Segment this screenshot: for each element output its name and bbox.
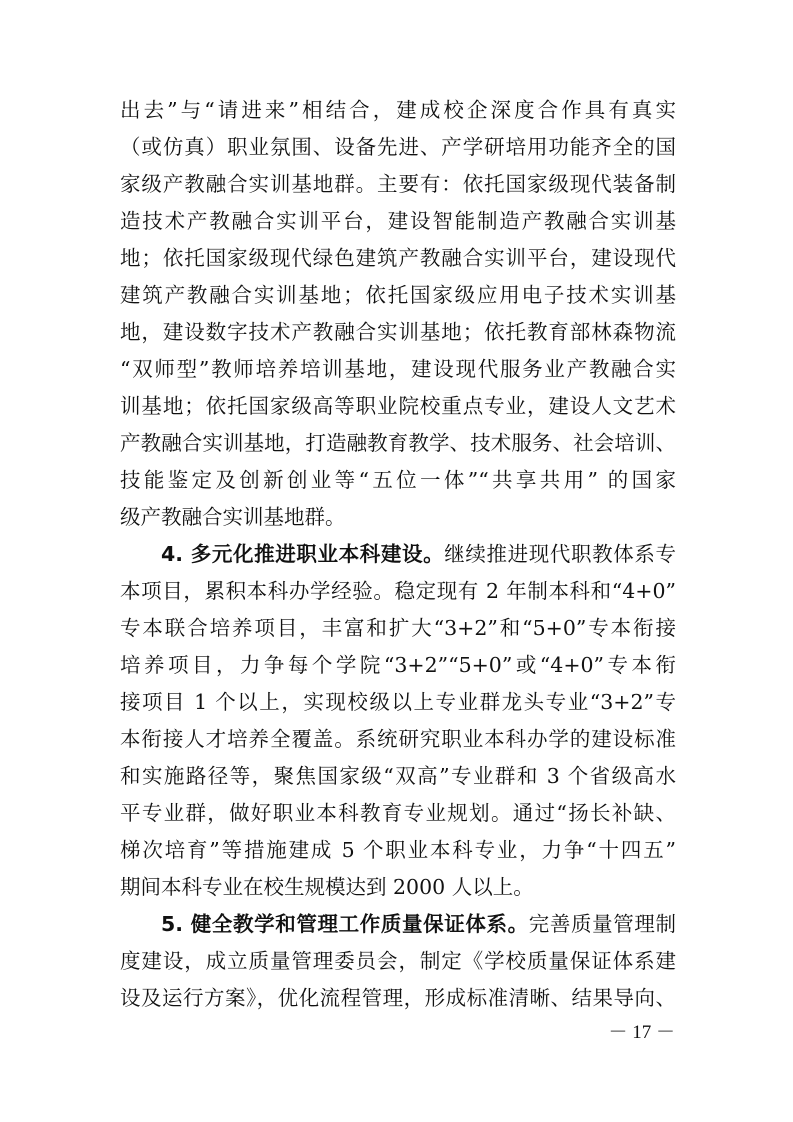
text-line: 地，建设数字技术产教融合实训基地；依托教育部林森物流 [120, 320, 676, 344]
text-line: 度建设，成立质量管理委员会，制定《学校质量保证体系建 [120, 949, 676, 973]
text-line: 训基地；依托国家级高等职业院校重点专业，建设人文艺术 [120, 394, 676, 418]
text-line: 技能鉴定及创新创业等“五位一体”“共享共用” 的国家 [120, 468, 676, 492]
text-line: 家级产教融合实训基地群。主要有：依托国家级现代装备制 [120, 172, 676, 196]
text-line: 专本联合培养项目，丰富和扩大“3+2”和“5+0”专本衔接 [120, 616, 676, 640]
text-line: 建筑产教融合实训基地；依托国家级应用电子技术实训基 [120, 283, 676, 307]
text-line: 产教融合实训基地，打造融教育教学、技术服务、社会培训、 [120, 431, 676, 455]
text-line: 设及运行方案》，优化流程管理，形成标准清晰、结果导向、 [120, 986, 676, 1010]
text-line: 接项目 1 个以上，实现校级以上专业群龙头专业“3+2”专 [120, 690, 676, 714]
text-line: 造技术产教融合实训平台，建设智能制造产教融合实训基 [120, 209, 676, 233]
text-line: 期间本科专业在校生规模达到 2000 人以上。 [120, 875, 534, 899]
text-line: （或仿真）职业氛围、设备先进、产学研培用功能齐全的国 [120, 135, 676, 159]
section-heading-4: 4. 多元化推进职业本科建设。 [161, 542, 445, 566]
section-heading-5: 5. 健全教学和管理工作质量保证体系。 [161, 912, 529, 936]
text-line: 级产教融合实训基地群。 [120, 505, 346, 529]
text-line: 培养项目，力争每个学院“3+2”“5+0”或“4+0”专本衔 [120, 653, 676, 677]
text-line: 和实施路径等，聚焦国家级“双高”专业群和 3 个省级高水 [120, 764, 676, 788]
text-line: 平专业群，做好职业本科教育专业规划。通过“扬长补缺、 [120, 801, 676, 825]
text-line: 地；依托国家级现代绿色建筑产教融合实训平台，建设现代 [120, 246, 676, 270]
text-line: 本衔接人才培养全覆盖。系统研究职业本科办学的建设标准 [120, 727, 676, 751]
text-line: 梯次培育”等措施建成 5 个职业本科专业，力争“十四五” [120, 838, 676, 862]
heading-continuation: 完善质量管理制 [528, 912, 677, 936]
page-number: － 17 － [608, 1022, 675, 1043]
text-line [161, 906, 676, 942]
text-line [161, 536, 676, 572]
text-line: 出去”与“请进来”相结合，建成校企深度合作具有真实 [120, 98, 676, 122]
text-line: 本项目，累积本科办学经验。稳定现有 2 年制本科和“4+0” [120, 579, 676, 603]
heading-continuation: 继续推进现代职教体系专 [444, 542, 676, 566]
text-line: “双师型”教师培养培训基地，建设现代服务业产教融合实 [120, 357, 676, 381]
